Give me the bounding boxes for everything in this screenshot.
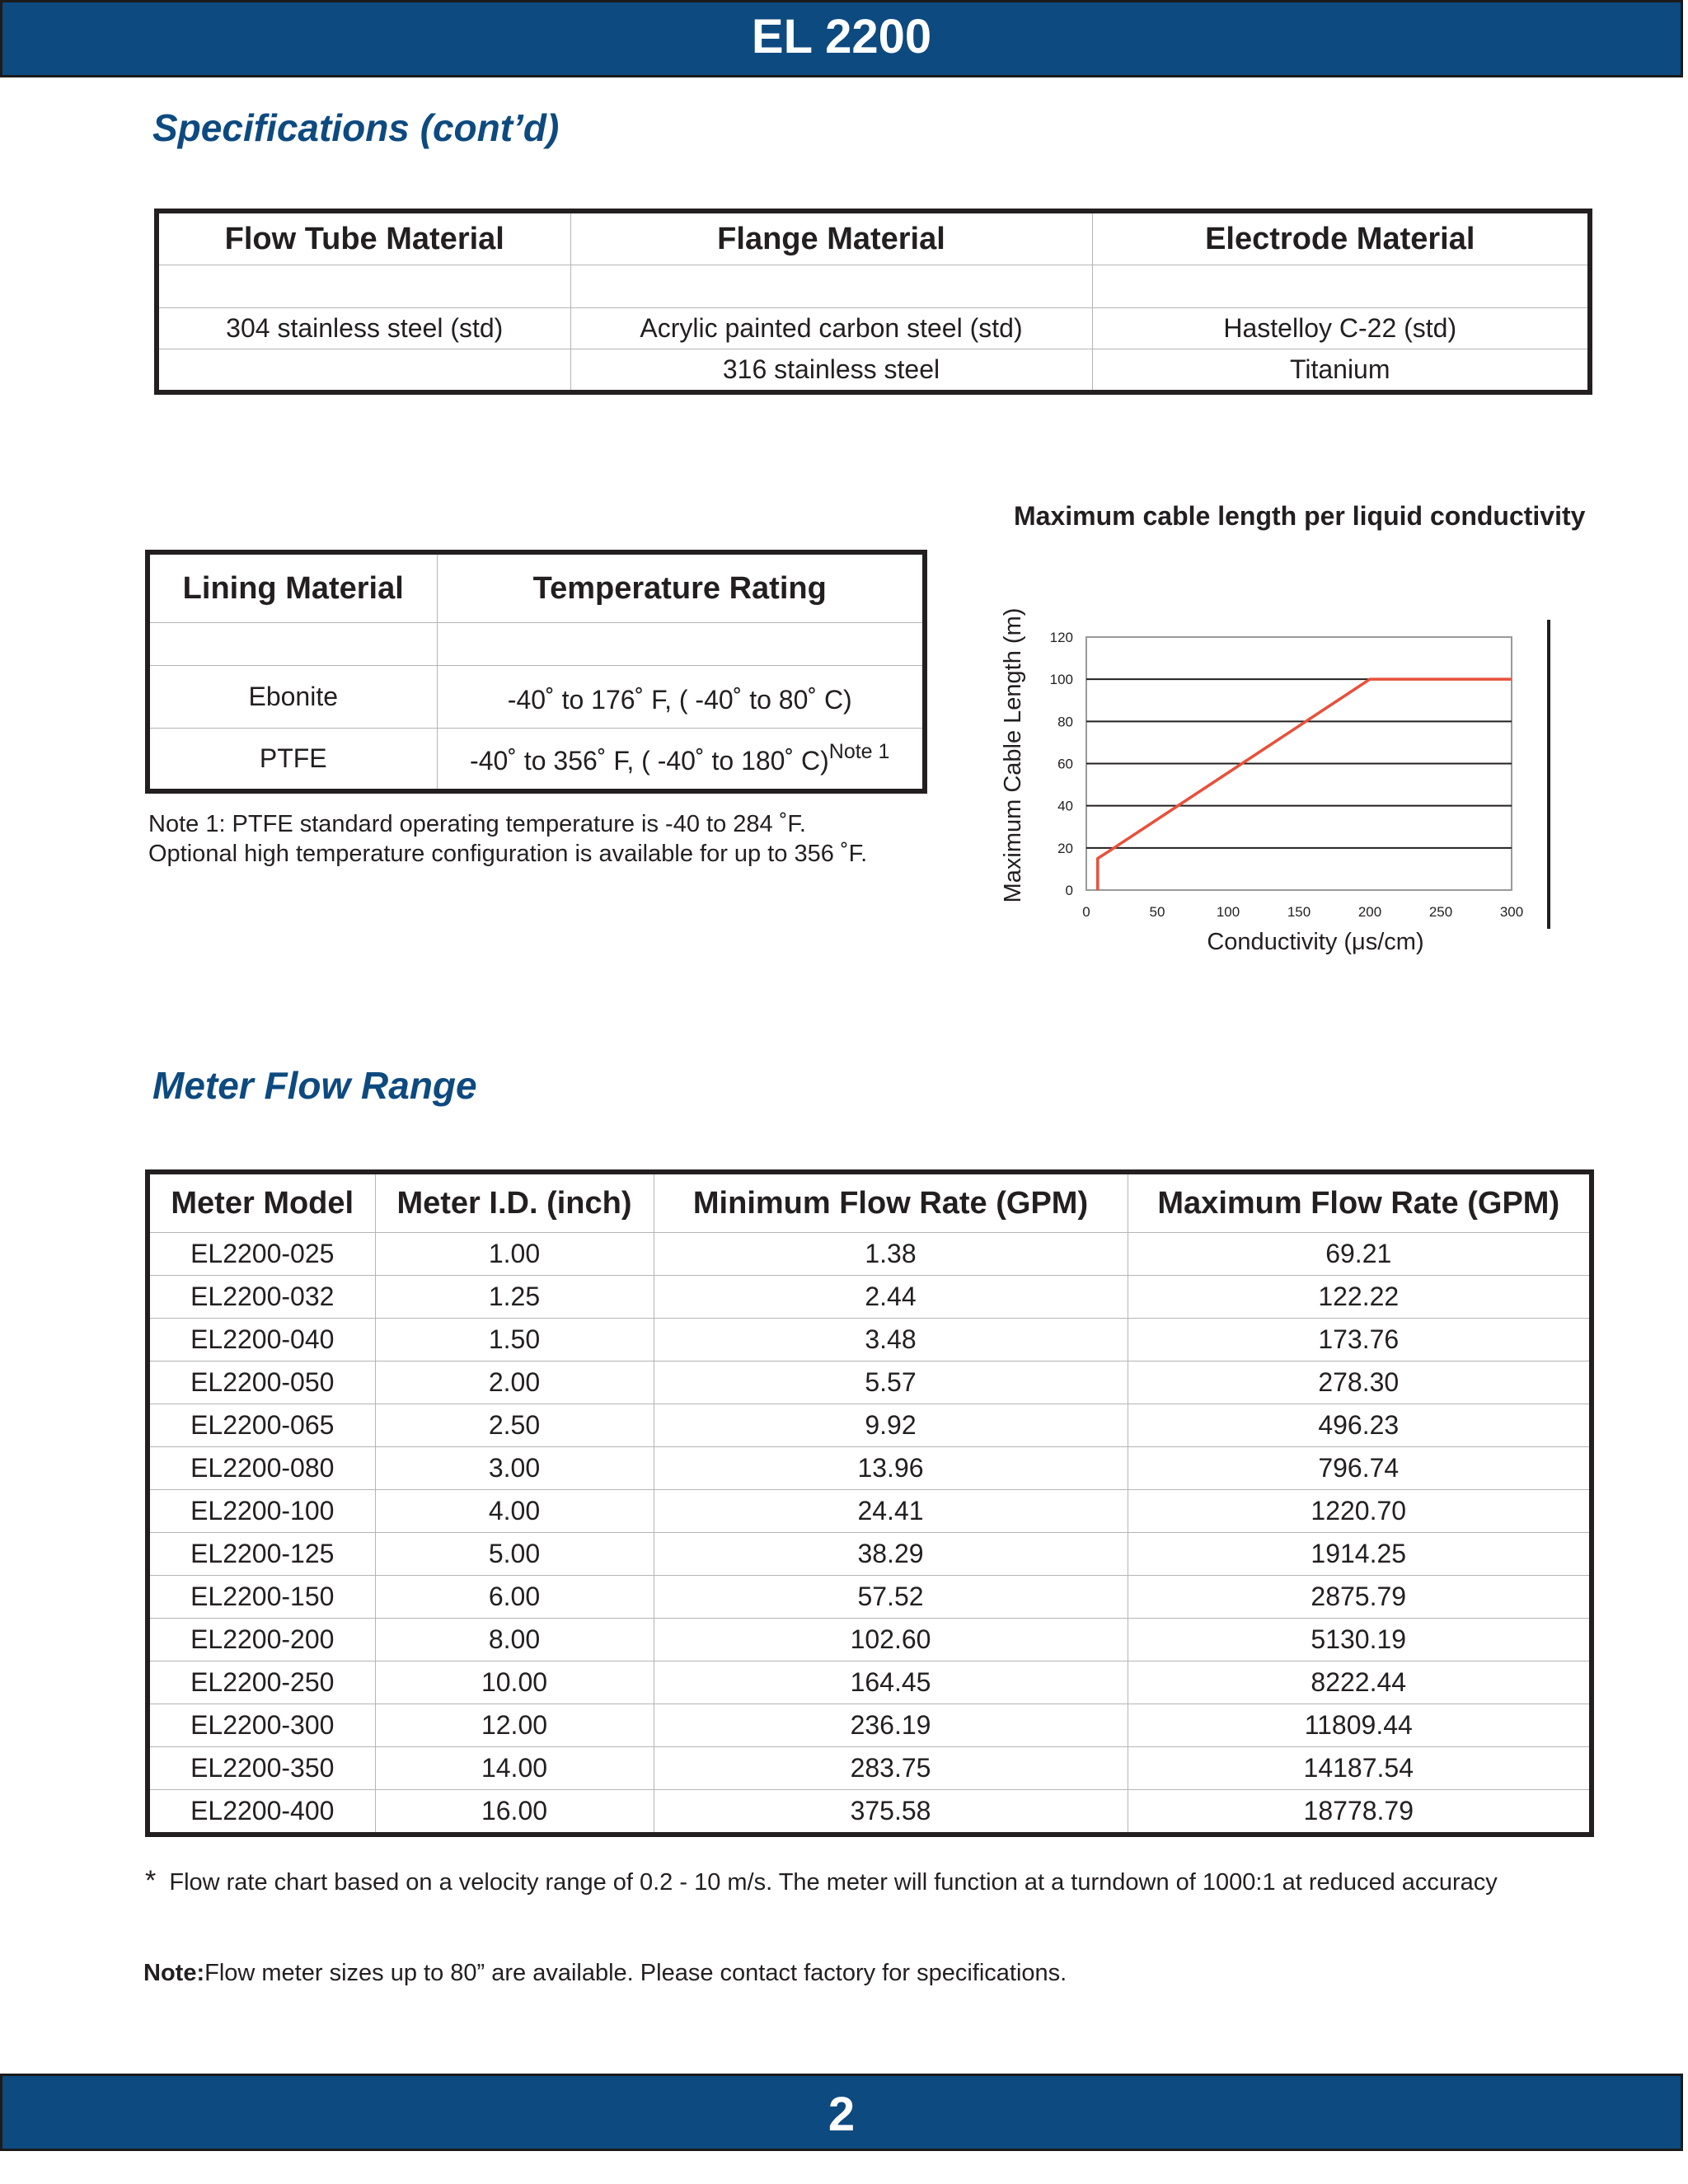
cable-length-chart: [989, 507, 1615, 968]
table-row: [148, 1747, 1592, 1790]
table-cell: EL2200-032: [148, 1276, 375, 1319]
flow-range-table: [145, 1169, 1594, 1837]
factory-note: [143, 1958, 1067, 1988]
table-cell: PTFE: [148, 729, 437, 791]
table-cell: Acrylic painted carbon steel (std): [570, 308, 1092, 349]
lining-table: [145, 550, 927, 794]
table-cell: 24.41: [654, 1490, 1128, 1533]
table-cell: 2875.79: [1128, 1576, 1592, 1619]
temperature-rating: -40˚ to 176˚ F, ( -40˚ to 80˚ C): [507, 684, 852, 715]
table-cell: 13.96: [654, 1447, 1128, 1490]
table-row: [148, 1404, 1592, 1447]
table-cell: EL2200-025: [148, 1233, 375, 1276]
table-cell: 3.00: [375, 1447, 654, 1490]
table-cell: 316 stainless steel: [570, 349, 1092, 392]
table-cell: 1.00: [375, 1233, 654, 1276]
x-tick-label: 0: [1082, 904, 1090, 920]
table-cell: 4.00: [375, 1490, 654, 1533]
table-cell: [1092, 265, 1590, 308]
table-cell: 375.58: [654, 1790, 1128, 1835]
table-cell: 278.30: [1128, 1361, 1592, 1404]
table-cell: 2.50: [375, 1404, 654, 1447]
table-cell: EL2200-050: [148, 1361, 375, 1404]
table-cell: 8222.44: [1128, 1661, 1592, 1704]
table-row: [148, 1319, 1592, 1361]
table-cell: [157, 265, 570, 308]
y-tick-label: 100: [1049, 672, 1073, 688]
y-tick-label: 20: [1057, 840, 1073, 856]
y-tick-label: 0: [1065, 883, 1073, 898]
table-cell: 283.75: [654, 1747, 1128, 1790]
table-cell: 1.50: [375, 1319, 654, 1361]
table-row: [157, 265, 1590, 308]
y-tick-label: 40: [1057, 798, 1073, 814]
table-cell: [570, 265, 1092, 308]
table-cell: 1.38: [654, 1233, 1128, 1276]
table-cell: [437, 623, 925, 666]
y-tick-label: 120: [1049, 630, 1073, 645]
table-cell: 14187.54: [1128, 1747, 1592, 1790]
table-row: [148, 1276, 1592, 1319]
table-cell: EL2200-350: [148, 1747, 375, 1790]
table-cell: EL2200-065: [148, 1404, 375, 1447]
table-row: [148, 1576, 1592, 1619]
table-cell: [437, 666, 925, 729]
note-label: Note:: [143, 1960, 205, 1986]
table-cell: 122.22: [1128, 1276, 1592, 1319]
table-cell: 8.00: [375, 1619, 654, 1661]
table-row: [148, 1361, 1592, 1404]
column-header: Meter I.D. (inch): [375, 1172, 654, 1233]
table-header-row: [157, 211, 1590, 265]
table-cell: 2.44: [654, 1276, 1128, 1319]
specs-title: Specifications (cont’d): [152, 106, 560, 149]
y-tick-label: 80: [1057, 714, 1073, 730]
table-cell: EL2200-040: [148, 1319, 375, 1361]
table-cell: 173.76: [1128, 1319, 1592, 1361]
table-cell: Ebonite: [148, 666, 437, 729]
flow-footnote: [145, 1866, 1498, 1897]
document-title: EL 2200: [751, 10, 932, 63]
table-cell: 304 stainless steel (std): [157, 308, 570, 349]
table-cell: 9.92: [654, 1404, 1128, 1447]
table-cell: 14.00: [375, 1747, 654, 1790]
table-cell: [157, 349, 570, 392]
table-cell: 796.74: [1128, 1447, 1592, 1490]
y-axis-label: Maximum Cable Length (m): [1000, 607, 1026, 903]
footnote-asterisk: *: [145, 1865, 157, 1896]
note-text: Flow meter sizes up to 80” are available. Please contact factory for specifications.: [204, 1960, 1067, 1986]
table-cell: [148, 623, 437, 666]
x-tick-label: 50: [1149, 904, 1165, 920]
footer-bar: [0, 2074, 1683, 2151]
table-cell: 1914.25: [1128, 1533, 1592, 1576]
table-cell: 57.52: [654, 1576, 1128, 1619]
lining-note-line-2: Optional high temperature configuration is available for up to 356 ˚F.: [148, 841, 868, 867]
table-cell: Hastelloy C-22 (std): [1092, 308, 1590, 349]
column-header: Temperature Rating: [437, 552, 925, 623]
table-row: [157, 308, 1590, 349]
lining-note-line-1: Note 1: PTFE standard operating temperature is -40 to 284 ˚F.: [148, 811, 806, 837]
table-row: [148, 623, 925, 666]
table-cell: 10.00: [375, 1661, 654, 1704]
y-tick-label: 60: [1057, 756, 1073, 772]
x-axis-label: Conductivity (μs/cm): [1207, 929, 1424, 955]
table-cell: [437, 729, 925, 791]
table-cell: 5.57: [654, 1361, 1128, 1404]
table-cell: EL2200-125: [148, 1533, 375, 1576]
table-cell: 12.00: [375, 1704, 654, 1747]
table-cell: EL2200-080: [148, 1447, 375, 1490]
table-cell: EL2200-200: [148, 1619, 375, 1661]
table-cell: 2.00: [375, 1361, 654, 1404]
table-cell: 5.00: [375, 1533, 654, 1576]
header-bar: [0, 0, 1683, 77]
x-tick-label: 300: [1499, 904, 1524, 920]
table-cell: Titanium: [1092, 349, 1590, 392]
x-tick-label: 150: [1287, 904, 1311, 920]
table-row: [148, 729, 925, 791]
note-reference: Note 1: [828, 740, 890, 764]
table-cell: 102.60: [654, 1619, 1128, 1661]
column-header: Flange Material: [570, 211, 1092, 265]
table-cell: 3.48: [654, 1319, 1128, 1361]
table-row: [148, 1704, 1592, 1747]
table-cell: 164.45: [654, 1661, 1128, 1704]
table-cell: 11809.44: [1128, 1704, 1592, 1747]
table-row: [148, 1233, 1592, 1276]
column-header: Meter Model: [148, 1172, 375, 1233]
table-row: [148, 1447, 1592, 1490]
table-row: [148, 1490, 1592, 1533]
table-cell: EL2200-100: [148, 1490, 375, 1533]
table-cell: 16.00: [375, 1790, 654, 1835]
column-header: Maximum Flow Rate (GPM): [1128, 1172, 1592, 1233]
column-header: Flow Tube Material: [157, 211, 570, 265]
table-row: [148, 1661, 1592, 1704]
table-cell: 5130.19: [1128, 1619, 1592, 1661]
x-tick-label: 100: [1216, 904, 1240, 920]
table-cell: EL2200-400: [148, 1790, 375, 1835]
table-cell: 6.00: [375, 1576, 654, 1619]
table-cell: EL2200-300: [148, 1704, 375, 1747]
x-tick-label: 200: [1357, 904, 1382, 920]
table-header-row: [148, 552, 925, 623]
table-row: [148, 666, 925, 729]
table-cell: 38.29: [654, 1533, 1128, 1576]
table-row: [148, 1619, 1592, 1661]
table-cell: EL2200-150: [148, 1576, 375, 1619]
temperature-rating: -40˚ to 356˚ F, ( -40˚ to 180˚ C): [470, 746, 829, 776]
table-row: [157, 349, 1590, 392]
page-number: 2: [828, 2088, 856, 2141]
table-row: [148, 1533, 1592, 1576]
x-tick-label: 250: [1428, 904, 1453, 920]
table-cell: EL2200-250: [148, 1661, 375, 1704]
table-cell: 1220.70: [1128, 1490, 1592, 1533]
column-header: Minimum Flow Rate (GPM): [654, 1172, 1128, 1233]
column-header: Electrode Material: [1092, 211, 1590, 265]
table-cell: 236.19: [654, 1704, 1128, 1747]
materials-table: [154, 209, 1592, 395]
table-header-row: [148, 1172, 1592, 1233]
lining-note: [148, 809, 867, 869]
column-header: Lining Material: [148, 552, 437, 623]
table-cell: 496.23: [1128, 1404, 1592, 1447]
footnote-text: Flow rate chart based on a velocity range of 0.2 - 10 m/s. The meter will function at a turndown of 1000:1 at reduced accuracy: [169, 1869, 1498, 1896]
table-cell: 1.25: [375, 1276, 654, 1319]
table-cell: 18778.79: [1128, 1790, 1592, 1835]
chart-title: Maximum cable length per liquid conductivity: [1014, 501, 1586, 531]
table-row: [148, 1790, 1592, 1835]
table-cell: 69.21: [1128, 1233, 1592, 1276]
flow-title: Meter Flow Range: [152, 1064, 477, 1107]
